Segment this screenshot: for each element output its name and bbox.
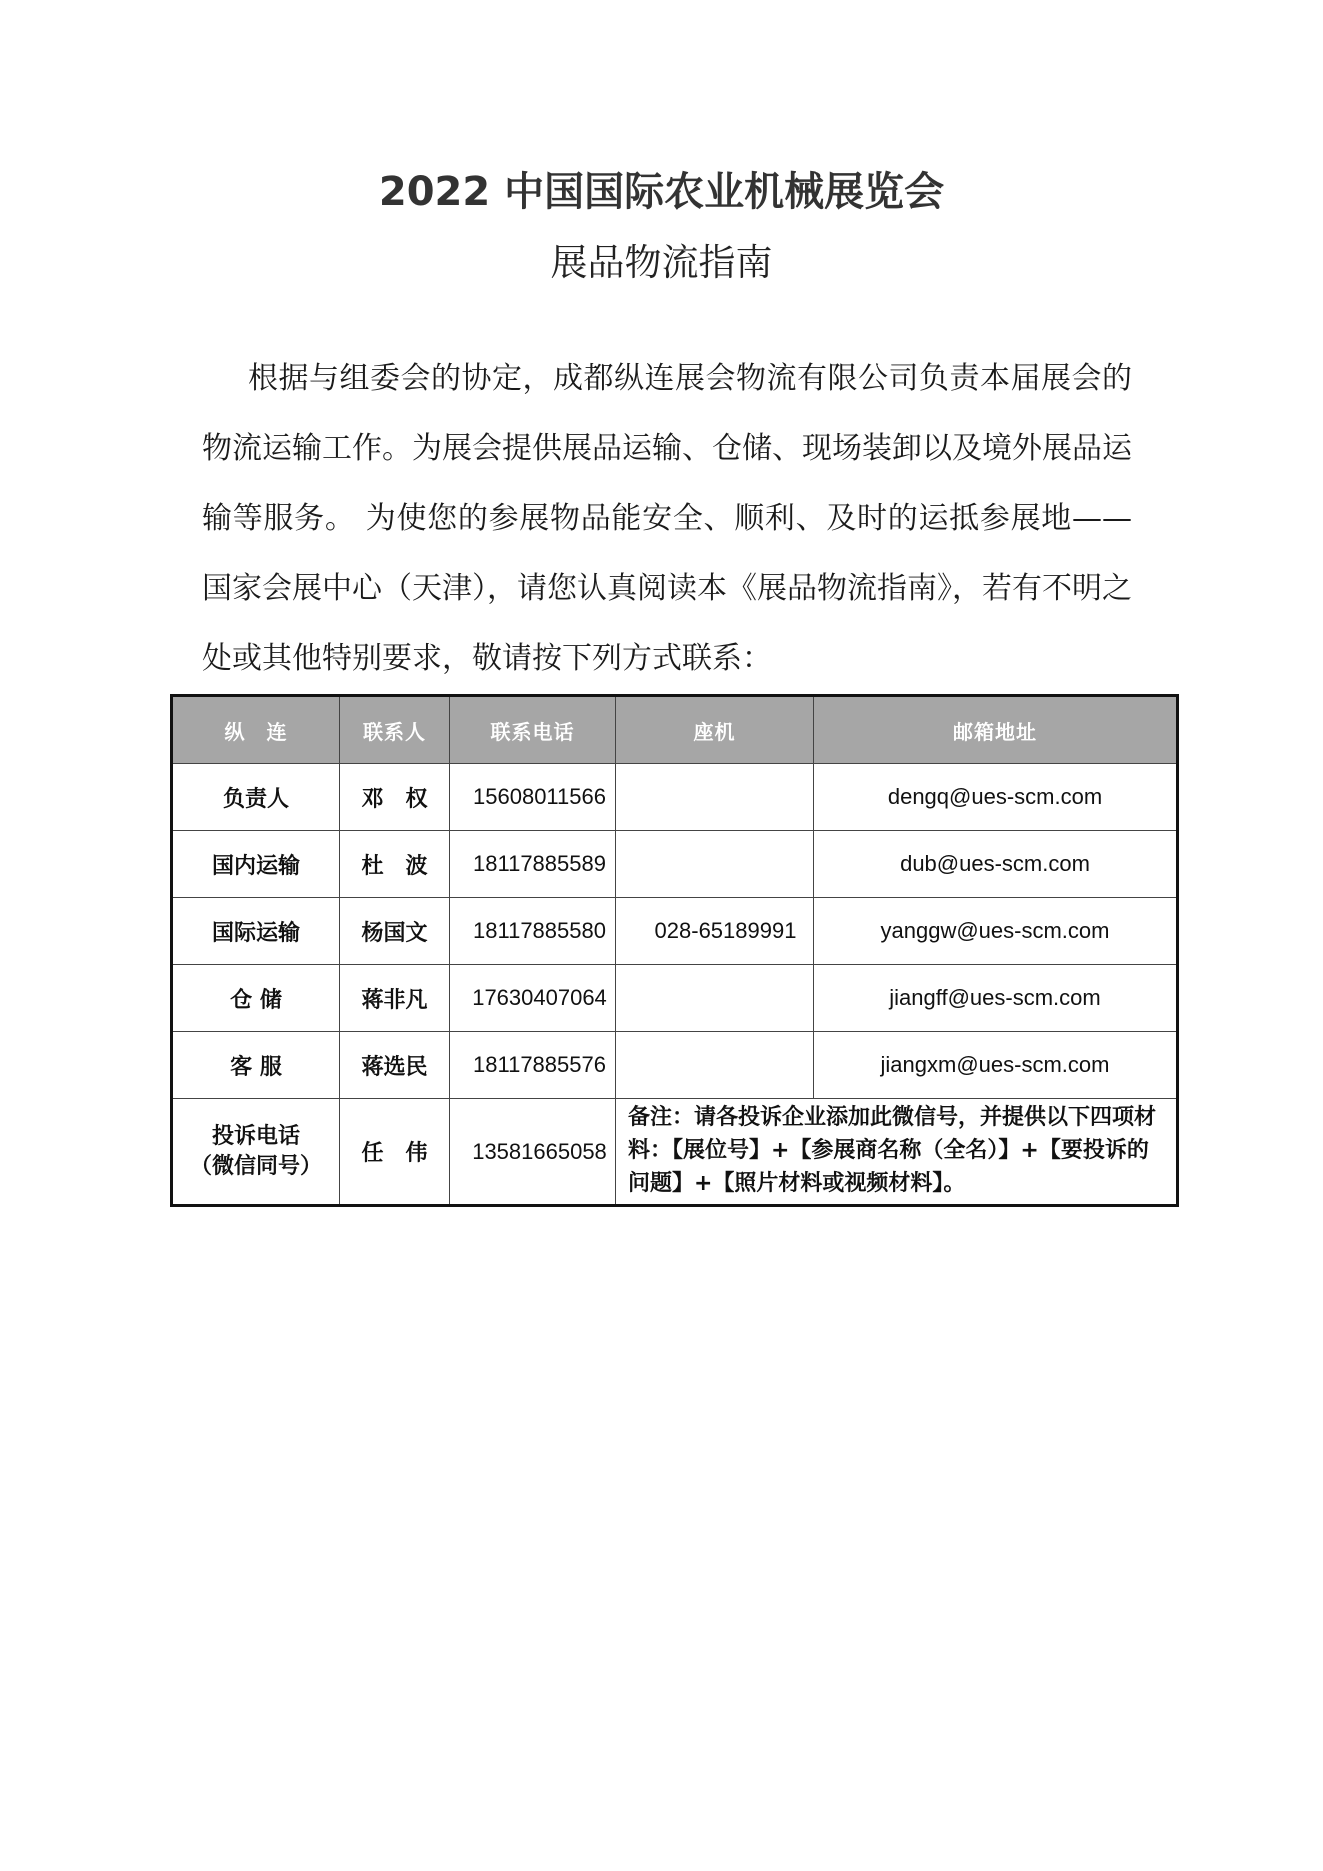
header-mobile: 联系电话 bbox=[450, 696, 616, 764]
mobile-cell: 15608011566 bbox=[450, 764, 616, 831]
header-email: 邮箱地址 bbox=[814, 696, 1178, 764]
table-row bbox=[172, 764, 1178, 831]
email-link[interactable]: dengq@ues-scm.com bbox=[814, 764, 1178, 831]
complaint-department-cell bbox=[172, 1099, 340, 1206]
department-cell: 国内运输 bbox=[172, 831, 340, 898]
table-header-row bbox=[172, 696, 1178, 764]
person-cell: 任 伟 bbox=[340, 1099, 450, 1206]
landline-cell bbox=[616, 965, 814, 1032]
person-cell: 蒋选民 bbox=[340, 1032, 450, 1099]
intro-paragraph: 根据与组委会的协定，成都纵连展会物流有限公司负责本届展会的物流运输工作。为展会提供展品运输、仓储、现场装卸以及境外展品运输等服务。 为使您的参展物品能安全、顺利、及时的运抵参展地——国家会展中心（天津），请您认真阅读本《展品物流指南》，若有不明之处或其他特别要求，敬请按下列方式联系： bbox=[202, 361, 1132, 676]
header-department: 纵 连 bbox=[172, 696, 340, 764]
email-link[interactable]: dub@ues-scm.com bbox=[814, 831, 1178, 898]
person-cell: 杨国文 bbox=[340, 898, 450, 965]
table-row bbox=[172, 831, 1178, 898]
wechat-note-label: （微信同号） bbox=[189, 1153, 322, 1179]
department-cell: 仓 储 bbox=[172, 965, 340, 1032]
header-landline: 座机 bbox=[616, 696, 814, 764]
table-row bbox=[172, 1032, 1178, 1099]
person-cell: 邓 权 bbox=[340, 764, 450, 831]
mobile-cell: 18117885576 bbox=[450, 1032, 616, 1099]
complaint-row bbox=[172, 1099, 1178, 1206]
email-link[interactable]: yanggw@ues-scm.com bbox=[814, 898, 1178, 965]
landline-cell: 028-65189991 bbox=[616, 898, 814, 965]
complaint-note: 备注：请各投诉企业添加此微信号，并提供以下四项材料：【展位号】+【参展商名称（全名）】+【要投诉的问题】+【照片材料或视频材料】。 bbox=[616, 1099, 1178, 1206]
landline-cell bbox=[616, 764, 814, 831]
department-cell: 负责人 bbox=[172, 764, 340, 831]
mobile-cell: 18117885589 bbox=[450, 831, 616, 898]
contact-table bbox=[170, 694, 1179, 1207]
mobile-cell: 17630407064 bbox=[450, 965, 616, 1032]
mobile-cell: 13581665058 bbox=[450, 1099, 616, 1206]
table-row bbox=[172, 898, 1178, 965]
mobile-cell: 18117885580 bbox=[450, 898, 616, 965]
document-title: 2022 中国国际农业机械展览会 bbox=[378, 169, 945, 215]
department-cell: 客 服 bbox=[172, 1032, 340, 1099]
landline-cell bbox=[616, 1032, 814, 1099]
person-cell: 杜 波 bbox=[340, 831, 450, 898]
email-link[interactable]: jiangxm@ues-scm.com bbox=[814, 1032, 1178, 1099]
header-contact-person: 联系人 bbox=[340, 696, 450, 764]
person-cell: 蒋非凡 bbox=[340, 965, 450, 1032]
landline-cell bbox=[616, 831, 814, 898]
table-row bbox=[172, 965, 1178, 1032]
department-cell: 国际运输 bbox=[172, 898, 340, 965]
email-link[interactable]: jiangff@ues-scm.com bbox=[814, 965, 1178, 1032]
document-subtitle: 展品物流指南 bbox=[550, 241, 773, 284]
complaint-label: 投诉电话 bbox=[211, 1123, 300, 1149]
